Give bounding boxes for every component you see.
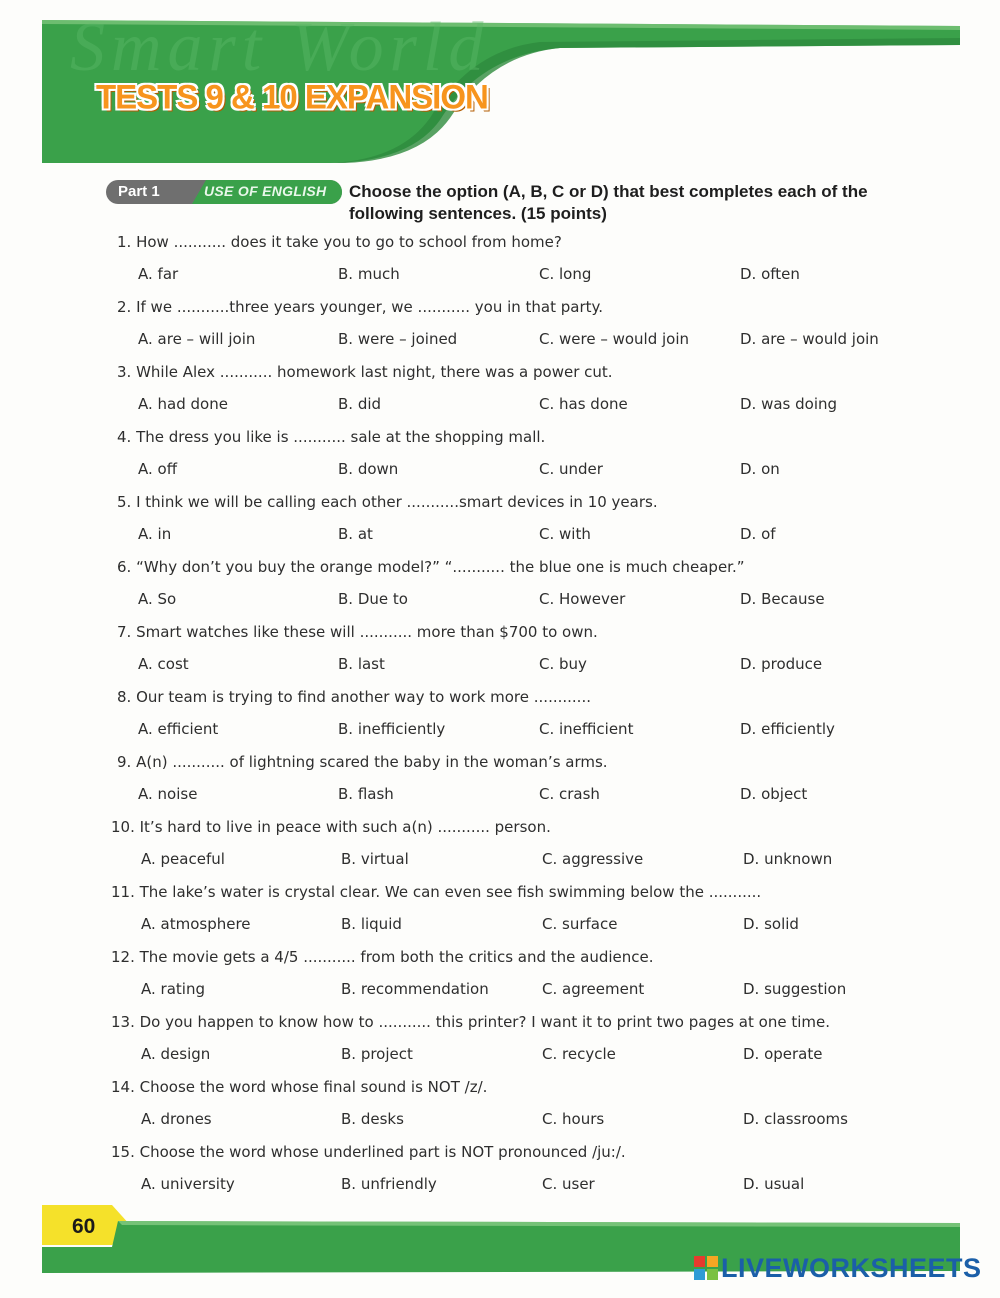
- question-4-option-a[interactable]: A. off: [138, 460, 178, 478]
- question-11-stem: 11. The lake’s water is crystal clear. We can even see fish swimming below the ...........: [111, 883, 762, 901]
- question-6-option-d[interactable]: D. Because: [740, 590, 825, 608]
- question-9-option-b[interactable]: B. flash: [338, 785, 394, 803]
- question-15-option-c[interactable]: C. user: [542, 1175, 595, 1193]
- question-13-option-a[interactable]: A. design: [141, 1045, 211, 1063]
- question-10-option-c[interactable]: C. aggressive: [542, 850, 644, 868]
- question-3-option-b[interactable]: B. did: [338, 395, 382, 413]
- question-2-option-c[interactable]: C. were – would join: [539, 330, 690, 348]
- question-11-option-d[interactable]: D. solid: [743, 915, 799, 933]
- part-section-label: USE OF ENGLISH: [204, 183, 327, 199]
- liveworksheets-brand[interactable]: [694, 1252, 982, 1284]
- question-12-option-d[interactable]: D. suggestion: [743, 980, 847, 998]
- question-12-option-a[interactable]: A. rating: [141, 980, 205, 998]
- liveworksheets-logo-icon: [694, 1256, 718, 1280]
- question-9-option-d[interactable]: D. object: [740, 785, 808, 803]
- question-15-stem: 15. Choose the word whose underlined part is NOT pronounced /ju:/.: [111, 1143, 626, 1161]
- question-7-stem: 7. Smart watches like these will ........... more than $700 to own.: [117, 623, 598, 641]
- page-number: 60: [72, 1215, 96, 1238]
- question-6-option-a[interactable]: A. So: [138, 590, 177, 608]
- question-14-stem: 14. Choose the word whose final sound is NOT /z/.: [111, 1078, 488, 1096]
- question-1-stem: 1. How ........... does it take you to go to school from home?: [117, 233, 562, 251]
- question-5-option-b[interactable]: B. at: [338, 525, 373, 543]
- question-8-option-c[interactable]: C. inefficient: [539, 720, 634, 738]
- question-12-option-c[interactable]: C. agreement: [542, 980, 645, 998]
- question-2-option-a[interactable]: A. are – will join: [138, 330, 256, 348]
- question-13-stem: 13. Do you happen to know how to ........... this printer? I want it to print two pages at one time.: [111, 1013, 830, 1031]
- question-6-option-c[interactable]: C. However: [539, 590, 626, 608]
- question-2-option-d[interactable]: D. are – would join: [740, 330, 879, 348]
- question-9-option-c[interactable]: C. crash: [539, 785, 600, 803]
- question-3-option-c[interactable]: C. has done: [539, 395, 628, 413]
- question-3-option-d[interactable]: D. was doing: [740, 395, 838, 413]
- question-2-option-b[interactable]: B. were – joined: [338, 330, 458, 348]
- question-15-option-a[interactable]: A. university: [141, 1175, 235, 1193]
- question-10-stem: 10. It’s hard to live in peace with such a(n) ........... person.: [111, 818, 551, 836]
- question-13-option-b[interactable]: B. project: [341, 1045, 413, 1063]
- question-3-stem: 3. While Alex ........... homework last night, there was a power cut.: [117, 363, 613, 381]
- question-1-option-b[interactable]: B. much: [338, 265, 400, 283]
- banner-watermark: Smart World: [70, 9, 490, 86]
- question-11-option-b[interactable]: B. liquid: [341, 915, 402, 933]
- part-pill: [106, 180, 342, 204]
- question-13-option-c[interactable]: C. recycle: [542, 1045, 616, 1063]
- question-4-stem: 4. The dress you like is ........... sale at the shopping mall.: [117, 428, 546, 446]
- question-6-stem: 6. “Why don’t you buy the orange model?” “........... the blue one is much cheaper.”: [117, 558, 745, 576]
- question-7-option-d[interactable]: D. produce: [740, 655, 823, 673]
- question-8-option-a[interactable]: A. efficient: [138, 720, 219, 738]
- question-10-option-b[interactable]: B. virtual: [341, 850, 409, 868]
- question-1-option-d[interactable]: D. often: [740, 265, 800, 283]
- question-4-option-d[interactable]: D. on: [740, 460, 780, 478]
- question-5-stem: 5. I think we will be calling each other ...........smart devices in 10 years.: [117, 493, 658, 511]
- question-10-option-a[interactable]: A. peaceful: [141, 850, 225, 868]
- question-5-option-d[interactable]: D. of: [740, 525, 776, 543]
- question-2-stem: 2. If we ...........three years younger, we ........... you in that party.: [117, 298, 604, 316]
- question-3-option-a[interactable]: A. had done: [138, 395, 228, 413]
- question-13-option-d[interactable]: D. operate: [743, 1045, 823, 1063]
- question-9-stem: 9. A(n) ........... of lightning scared the baby in the woman’s arms.: [117, 753, 608, 771]
- question-7-option-c[interactable]: C. buy: [539, 655, 587, 673]
- question-5-option-a[interactable]: A. in: [138, 525, 172, 543]
- question-11-option-c[interactable]: C. surface: [542, 915, 618, 933]
- question-10-option-d[interactable]: D. unknown: [743, 850, 833, 868]
- question-14-option-b[interactable]: B. desks: [341, 1110, 404, 1128]
- question-14-option-c[interactable]: C. hours: [542, 1110, 605, 1128]
- page-title: TESTS 9 & 10 EXPANSION: [96, 77, 488, 116]
- question-1-option-c[interactable]: C. long: [539, 265, 592, 283]
- part-label: Part 1: [118, 183, 160, 200]
- question-7-option-b[interactable]: B. last: [338, 655, 385, 673]
- question-12-stem: 12. The movie gets a 4/5 ........... from both the critics and the audience.: [111, 948, 654, 966]
- question-15-option-b[interactable]: B. unfriendly: [341, 1175, 437, 1193]
- question-14-option-a[interactable]: A. drones: [141, 1110, 212, 1128]
- question-6-option-b[interactable]: B. Due to: [338, 590, 408, 608]
- question-8-stem: 8. Our team is trying to find another way to work more ............: [117, 688, 591, 706]
- question-4-option-b[interactable]: B. down: [338, 460, 399, 478]
- question-7-option-a[interactable]: A. cost: [138, 655, 189, 673]
- question-11-option-a[interactable]: A. atmosphere: [141, 915, 251, 933]
- question-8-option-d[interactable]: D. efficiently: [740, 720, 835, 738]
- question-12-option-b[interactable]: B. recommendation: [341, 980, 489, 998]
- question-15-option-d[interactable]: D. usual: [743, 1175, 805, 1193]
- question-5-option-c[interactable]: C. with: [539, 525, 591, 543]
- question-1-option-a[interactable]: A. far: [138, 265, 179, 283]
- brand-text: LIVEWORKSHEETS: [721, 1252, 982, 1283]
- question-8-option-b[interactable]: B. inefficiently: [338, 720, 446, 738]
- question-14-option-d[interactable]: D. classrooms: [743, 1110, 848, 1128]
- question-4-option-c[interactable]: C. under: [539, 460, 603, 478]
- part-instructions: Choose the option (A, B, C or D) that best completes each of the following sentences. (15 points): [349, 182, 868, 223]
- question-9-option-a[interactable]: A. noise: [138, 785, 198, 803]
